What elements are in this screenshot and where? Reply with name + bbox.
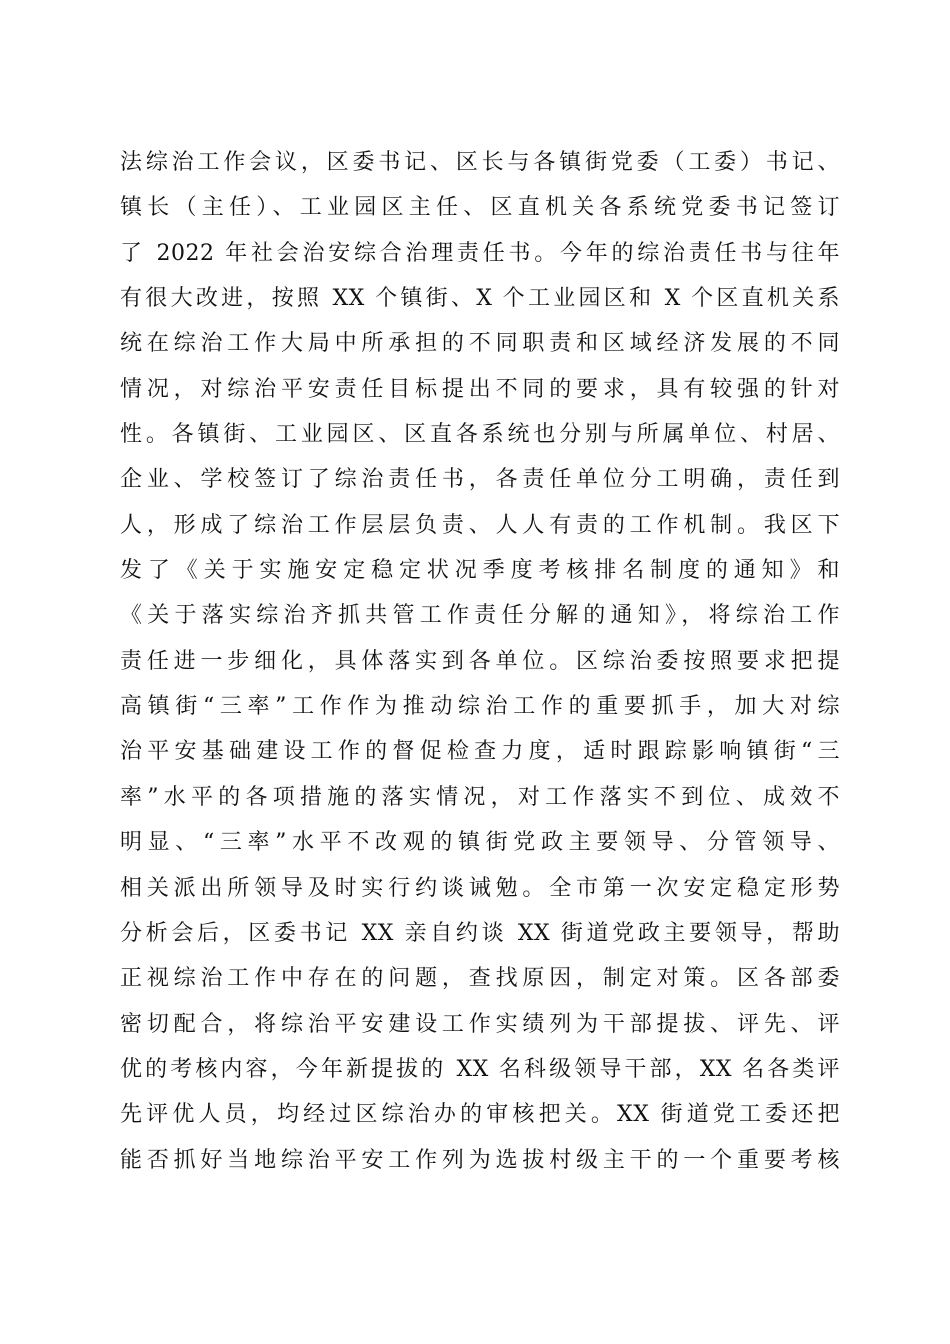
text-line: 人，形成了综治工作层层负责、人人有责的工作机制。我区下 [120, 512, 840, 538]
text-line: 企业、学校签订了综治责任书，各责任单位分工明确，责任到 [120, 467, 840, 493]
text-line: 性。各镇街、工业园区、区直各系统也分别与所属单位、村居、 [120, 422, 840, 448]
text-line: 治平安基础建设工作的督促检查力度，适时跟踪影响镇街“三 [120, 739, 840, 765]
text-line: 率”水平的各项措施的落实情况，对工作落实不到位、成效不 [120, 784, 840, 810]
text-line: 发了《关于实施安定稳定状况季度考核排名制度的通知》和 [120, 558, 840, 584]
text-line: 分析会后，区委书记 XX 亲自约谈 XX 街道党政主要领导，帮助 [120, 920, 840, 946]
text-line: 先评优人员，均经过区综治办的审核把关。XX 街道党工委还把 [120, 1102, 840, 1128]
text-line: 了 2022 年社会治安综合治理责任书。今年的综治责任书与往年 [120, 240, 840, 266]
body-paragraph [120, 140, 840, 1183]
text-line: 明显、“三率”水平不改观的镇街党政主要领导、分管领导、 [120, 830, 840, 856]
text-line: 密切配合，将综治平安建设工作实绩列为干部提拔、评先、评 [120, 1011, 840, 1037]
text-line: 镇长（主任）、工业园区主任、区直机关各系统党委书记签订 [120, 195, 840, 221]
text-line: 相关派出所领导及时实行约谈诫勉。全市第一次安定稳定形势 [120, 875, 840, 901]
text-line: 法综治工作会议，区委书记、区长与各镇街党委（工委）书记、 [120, 150, 840, 175]
text-line: 情况，对综治平安责任目标提出不同的要求，具有较强的针对 [120, 376, 840, 402]
text-line: 《关于落实综治齐抓共管工作责任分解的通知》，将综治工作 [120, 603, 840, 629]
text-line: 正视综治工作中存在的问题，查找原因，制定对策。区各部委 [120, 966, 840, 992]
text-line: 责任进一步细化，具体落实到各单位。区综治委按照要求把提 [120, 648, 840, 674]
text-line: 有很大改进，按照 XX 个镇街、X 个工业园区和 X 个区直机关系 [120, 286, 840, 312]
text-line: 能否抓好当地综治平安工作列为选拔村级主干的一个重要考核 [120, 1147, 840, 1173]
text-line: 高镇街“三率”工作作为推动综治工作的重要抓手，加大对综 [120, 694, 840, 720]
text-line: 统在综治工作大局中所承担的不同职责和区域经济发展的不同 [120, 331, 840, 357]
text-line: 优的考核内容，今年新提拔的 XX 名科级领导干部，XX 名各类评 [120, 1056, 840, 1082]
